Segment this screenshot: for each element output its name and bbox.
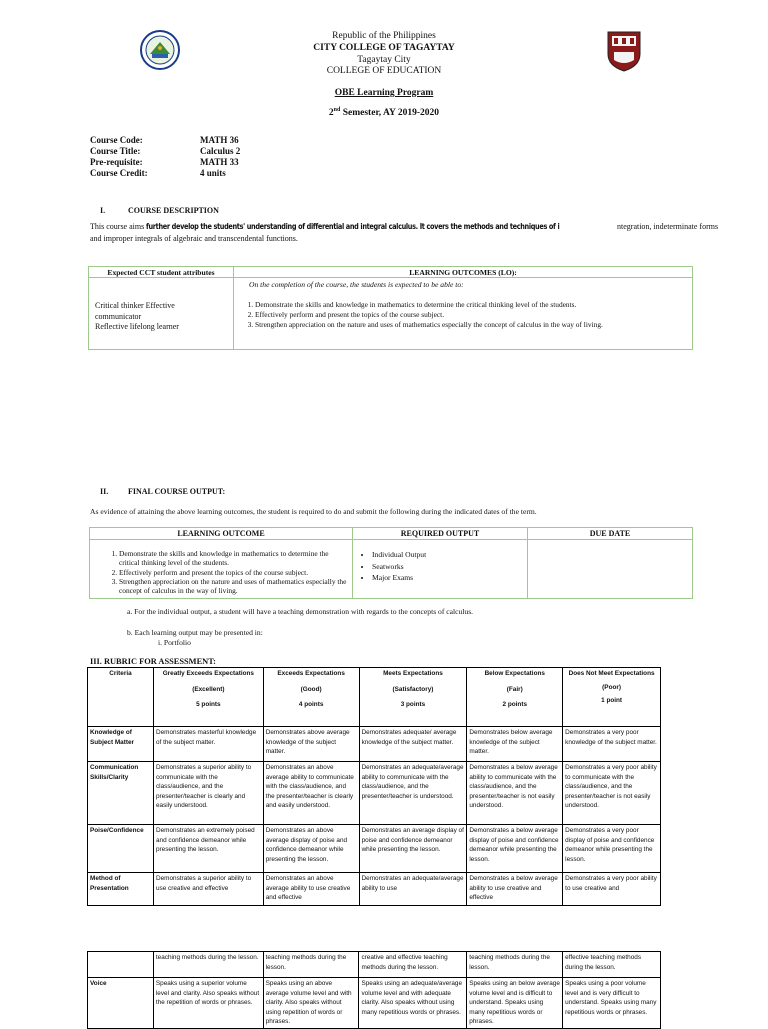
required-output-item: • Major Exams (372, 572, 426, 584)
header-line-1: Does Not Meet Expectations (568, 670, 655, 677)
output-column-divider-2 (527, 528, 528, 598)
rubric-header-poor (563, 668, 661, 727)
header-line-2: (Fair) (506, 685, 523, 693)
course-credit-label: Course Credit: (90, 168, 148, 178)
rubric-criteria: Poise/Confidence (88, 825, 154, 873)
rubric-cell: teaching methods during the lesson. (263, 952, 359, 978)
rubric-criteria (88, 952, 154, 978)
lo-column-divider (233, 267, 234, 349)
output-header-learning-outcome: LEARNING OUTCOME (177, 529, 265, 538)
lo-header-divider (89, 277, 692, 278)
rubric-header-good (263, 668, 359, 727)
rubric-cell: Demonstrates an extremely poised and confidence demeanor while presenting the lesson. (153, 825, 263, 873)
course-title: Calculus 2 (200, 146, 241, 156)
rubric-criteria: Method of Presentation (88, 873, 154, 906)
rubric-cell: Demonstrates an adequate/average ability to communicate with the class/audience, and the presenter/teacher is understood. (359, 762, 467, 825)
header-line-1: Exceeds Expectations (277, 670, 345, 677)
rubric-cell: Speaks using an adequate/average volume level and with adequate clarity. Also speaks without using many repetitious words or phrases. (359, 978, 467, 1029)
rubric-row-method-continued (88, 952, 661, 978)
rubric-row-voice (88, 978, 661, 1029)
rubric-header-row (88, 668, 661, 727)
header-line-2: (Good) (300, 685, 322, 693)
header-city: Tagaytay City (357, 55, 411, 65)
rubric-row-poise (88, 825, 661, 873)
course-title-label: Course Title: (90, 146, 141, 156)
rubric-row-communication (88, 762, 661, 825)
semester-number: 2 (328, 108, 334, 119)
rubric-cell: Demonstrates adequate/ average knowledge of the subject matter. (359, 727, 467, 762)
rubric-cell: creative and effective teaching methods during the lesson. (359, 952, 467, 978)
rubric-cell: Demonstrates a very poor ability to communicate with the class/audience, and the presenter/teacher is not easily understood. (563, 762, 661, 825)
attribute-item: Reflective lifelong learner (95, 322, 179, 331)
description-part-a: This course aims (90, 222, 147, 231)
header-line-3: 4 points (298, 701, 324, 709)
semester-suffix: nd (333, 107, 341, 113)
header-line-1: Greatly Exceeds Expectations (162, 670, 254, 677)
header-line-2: (Satisfactory) (392, 685, 434, 693)
section2-number: II. (100, 487, 109, 496)
section3-title: III. RUBRIC FOR ASSESSMENT: (90, 657, 216, 666)
header-college-name: CITY COLLEGE OF TAGAYTAY (313, 43, 455, 53)
section1-title: COURSE DESCRIPTION (128, 206, 219, 215)
description-part-c: ntegration, indeterminate forms (617, 222, 719, 231)
rubric-cell: Demonstrates a below average ability to communicate with the class/audience, and the presenter/teacher is not easily understood. (467, 762, 563, 825)
required-output-item: • Seatworks (372, 561, 426, 573)
lo-attributes-header: Expected CCT student attributes (107, 268, 215, 277)
header-line-1: Criteria (109, 670, 132, 677)
output-column-divider-1 (352, 528, 353, 598)
note-b: b. Each learning output may be presented in: (127, 628, 263, 637)
prerequisite-label: Pre-requisite: (90, 157, 143, 167)
section2-title: FINAL COURSE OUTPUT: (128, 487, 226, 496)
semester-title (0, 104, 768, 119)
rubric-row-method (88, 873, 661, 906)
outcome-item: 3. Strengthen appreciation on the nature and uses of mathematics especially the concept of calculus in the way of living. (255, 320, 603, 330)
rubric-cell: Demonstrates an above average display of poise and confidence demeanor while presenting the lesson. (263, 825, 359, 873)
note-b-i: i. Portfolio (158, 638, 191, 647)
required-output-item: • Individual Output (372, 549, 426, 561)
learning-outcomes-table (88, 266, 693, 350)
attribute-item: Critical thinker Effective (95, 301, 175, 310)
header-line-2: (Excellent) (192, 685, 225, 693)
rubric-cell: Demonstrates above average knowledge of the subject matter. (263, 727, 359, 762)
rubric-row-knowledge (88, 727, 661, 762)
rubric-cell: effective teaching methods during the lesson. (563, 952, 661, 978)
outcome-item: 2. Effectively perform and present the topics of the course subject. (255, 310, 603, 320)
course-code-label: Course Code: (90, 135, 143, 145)
rubric-cell: Speaks using an above average volume level and with clarity. Also speaks without using repetition of words or phrases. (263, 978, 359, 1029)
note-a: a. For the individual output, a student will have a teaching demonstration with regards to the concepts of calculus. (127, 607, 474, 616)
rubric-cell: Demonstrates a very poor display of poise and confidence demeanor while presenting the lesson. (563, 825, 661, 873)
rubric-cell: Demonstrates a superior ability to use creative and effective (153, 873, 263, 906)
rubric-cell: Speaks using a superior volume level and clarity. Also speaks without the repetition of words or phrases. (153, 978, 263, 1029)
rubric-cell: Demonstrates an adequate/average ability to use (359, 873, 467, 906)
final-output-table (89, 527, 693, 599)
output-outcomes-list (92, 549, 347, 595)
rubric-criteria: Voice (88, 978, 154, 1029)
required-output-list (358, 549, 426, 584)
rubric-cell: Demonstrates a superior ability to communicate with the class/audience, and the presenter/teacher is clearly and easily understood. (153, 762, 263, 825)
lo-outcomes-list (239, 300, 603, 330)
rubric-table (87, 667, 661, 906)
header-line-3: 2 points (502, 701, 527, 709)
semester-rest: Semester, AY 2019-2020 (340, 108, 440, 119)
header-line-3: 1 point (601, 697, 623, 705)
output-header-divider (90, 539, 692, 540)
header-line-1: Below Expectations (484, 670, 545, 677)
rubric-cell: Demonstrates a very poor knowledge of the subject matter. (563, 727, 661, 762)
rubric-criteria: Communication Skills/Clarity (88, 762, 154, 825)
header-line-3: 3 points (400, 701, 426, 709)
header-line-2: (Poor) (602, 683, 621, 691)
rubric-cell: teaching methods during the lesson. (153, 952, 263, 978)
rubric-header-satisfactory (359, 668, 467, 727)
rubric-criteria: Knowledge of Subject Matter (88, 727, 154, 762)
rubric-header-fair (467, 668, 563, 727)
lo-attributes-list (95, 301, 179, 333)
rubric-cell: Demonstrates below average knowledge of the subject matter. (467, 727, 563, 762)
output-header-required-output: REQUIRED OUTPUT (400, 529, 480, 538)
rubric-cell: Demonstrates a very poor ability to use creative and (563, 873, 661, 906)
header-line-3: 5 points (196, 701, 221, 709)
rubric-cell: Speaks using an below average volume level and is difficult to understand. Speaks using many repetitious words or phrases. (467, 978, 563, 1029)
rubric-cell: Demonstrates an average display of poise and confidence demeanor while presenting the lesson. (359, 825, 467, 873)
output-header-due-date: DUE DATE (589, 529, 631, 538)
output-outcome-item: 2. Effectively perform and present the topics of the course subject. (119, 568, 347, 577)
description-line-2: and improper integrals of algebraic and transcendental functions. (90, 234, 298, 243)
attribute-item: communicator (95, 311, 142, 321)
rubric-cell: Demonstrates a below average ability to use creative and effective (467, 873, 563, 906)
lo-outcomes-header: LEARNING OUTCOMES (LO): (409, 268, 517, 277)
rubric-cell: Demonstrates an above average ability to communicate with the class/audience, and the presenter/teacher is clearly and easily understood. (263, 762, 359, 825)
description-part-b: further develop the students' understanding of differential and integral calculus. It covers the methods and techniques of i (146, 222, 560, 231)
rubric-table-continued (87, 951, 661, 1029)
rubric-cell: Demonstrates masterful knowledge of the subject matter. (153, 727, 263, 762)
program-title: OBE Learning Program (334, 88, 434, 98)
rubric-header-criteria (88, 668, 154, 727)
section2-intro: As evidence of attaining the above learning outcomes, the student is required to do and submit the following during the indicated dates of the term. (90, 507, 537, 516)
output-outcome-item: 3. Strengthen appreciation on the nature and uses of mathematics especially the concept of calculus in the way of living. (119, 577, 347, 596)
course-code: MATH 36 (200, 135, 239, 145)
output-outcome-item: 1. Demonstrate the skills and knowledge in mathematics to determine the critical thinking level of the students. (119, 549, 347, 568)
rubric-cell: teaching methods during the lesson. (467, 952, 563, 978)
header-department: COLLEGE OF EDUCATION (326, 66, 442, 76)
section1-number: I. (100, 206, 106, 215)
rubric-header-excellent (153, 668, 263, 727)
course-credit: 4 units (200, 168, 226, 178)
rubric-cell: Demonstrates an above average ability to use creative and effective (263, 873, 359, 906)
rubric-cell: Demonstrates a below average display of poise and confidence demeanor while presenting the lesson. (467, 825, 563, 873)
lo-intro: On the completion of the course, the students is expected to be able to: (249, 280, 464, 289)
rubric-cell: Speaks using a poor volume level and is very difficult to understand. Speaks using many repetitious words or phrases. (563, 978, 661, 1029)
prerequisite: MATH 33 (200, 157, 239, 167)
header-line-1: Meets Expectations (383, 670, 443, 677)
outcome-item: 1. Demonstrate the skills and knowledge in mathematics to determine the critical thinking level of the students. (255, 300, 603, 310)
header-republic: Republic of the Philippines (332, 31, 436, 41)
